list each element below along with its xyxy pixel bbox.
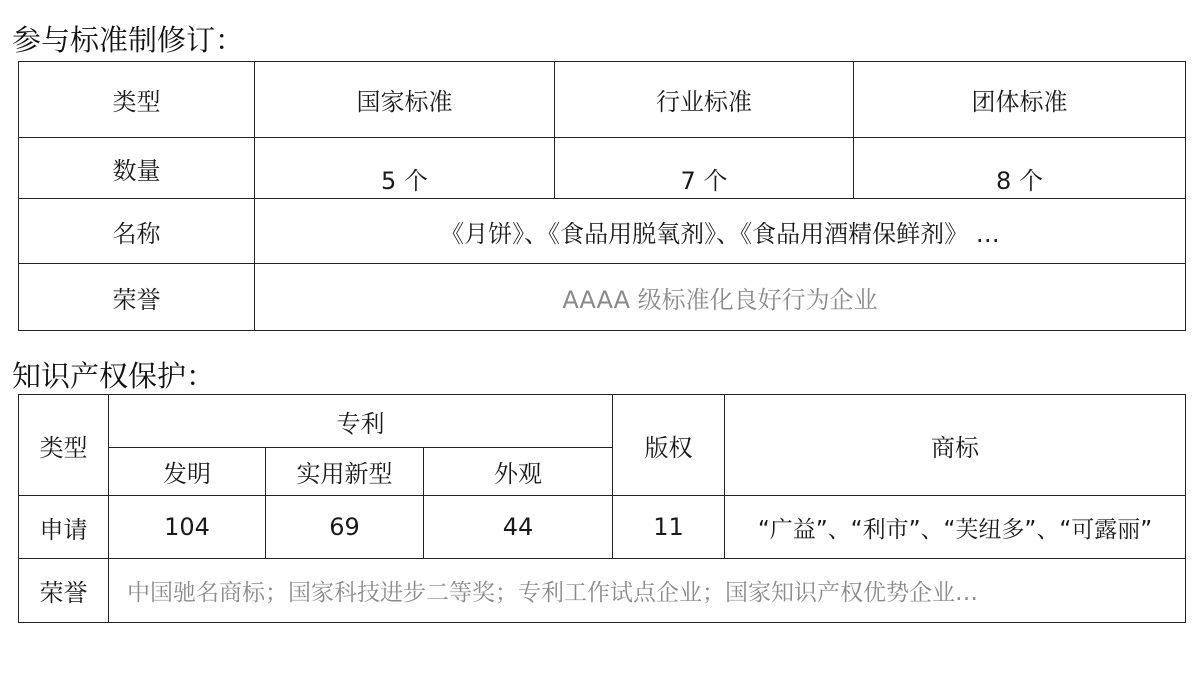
- patent-header: 专利: [109, 395, 613, 448]
- national-standard-header: 国家标准: [255, 62, 555, 138]
- copyright-header: 版权: [613, 395, 725, 496]
- group-standard-header: 团体标准: [854, 62, 1186, 138]
- design-count: 44: [424, 496, 613, 559]
- standards-honor-label: 荣誉: [19, 264, 255, 331]
- standards-honor-value: AAAA 级标准化良好行为企业: [255, 264, 1186, 331]
- type-header-cell: 类型: [19, 62, 255, 138]
- count-label: 数量: [19, 138, 255, 199]
- trademark-header: 商标: [725, 395, 1186, 496]
- ip-header-row-1: [19, 395, 1186, 448]
- application-label: 申请: [19, 496, 109, 559]
- copyright-count: 11: [613, 496, 725, 559]
- industry-standard-count: 7 个: [555, 138, 854, 199]
- utility-model-header: 实用新型: [266, 448, 424, 496]
- standards-table: [18, 61, 1186, 331]
- utility-model-count: 69: [266, 496, 424, 559]
- design-header: 外观: [424, 448, 613, 496]
- ip-honor-label: 荣誉: [19, 559, 109, 623]
- count-row: [19, 138, 1186, 199]
- ip-honor-row: [19, 559, 1186, 623]
- application-row: [19, 496, 1186, 559]
- standard-names: 《月饼》、《食品用脱氧剂》、《食品用酒精保鲜剂》 …: [255, 199, 1186, 264]
- national-standard-count: 5 个: [255, 138, 555, 199]
- standards-honor-row: [19, 264, 1186, 331]
- name-label: 名称: [19, 199, 255, 264]
- standards-header-row: [19, 62, 1186, 138]
- group-standard-count: 8 个: [854, 138, 1186, 199]
- invention-header: 发明: [109, 448, 266, 496]
- invention-count: 104: [109, 496, 266, 559]
- industry-standard-header: 行业标准: [555, 62, 854, 138]
- name-row: [19, 199, 1186, 264]
- standards-section-title: 参与标准制修订：: [12, 23, 245, 57]
- trademark-list: “广益”、“利市”、“芙纽多”、“可露丽”: [725, 496, 1186, 559]
- ip-table: [18, 394, 1186, 623]
- ip-section-title: 知识产权保护：: [12, 359, 216, 393]
- ip-type-header: 类型: [19, 395, 109, 496]
- ip-honor-value: 中国驰名商标；国家科技进步二等奖；专利工作试点企业；国家知识产权优势企业…: [109, 559, 1186, 623]
